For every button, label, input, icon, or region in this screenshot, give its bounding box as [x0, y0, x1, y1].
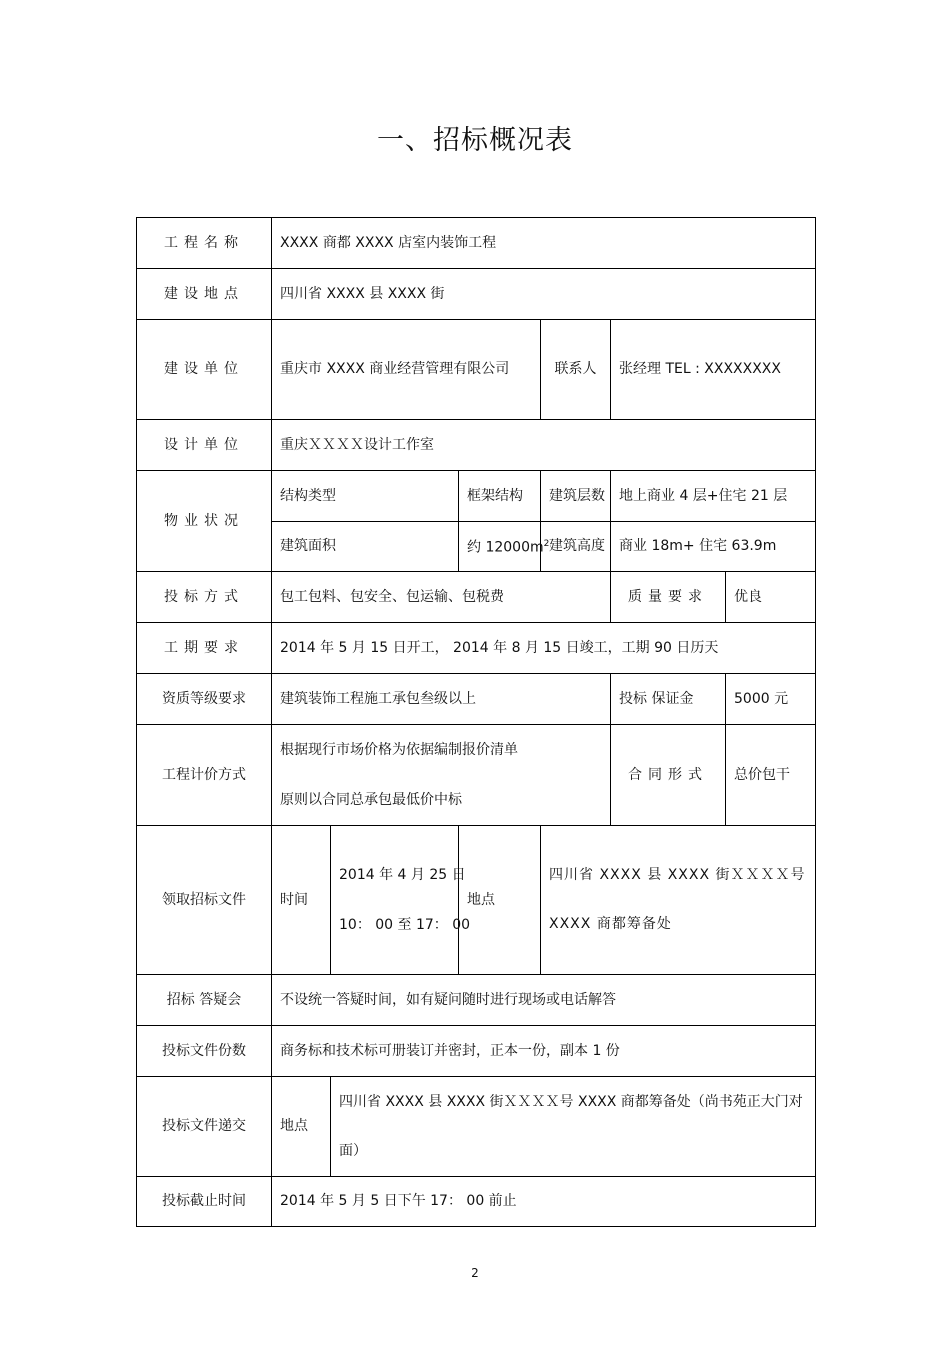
schedule-value: 2014 年 5 月 15 日开工， 2014 年 8 月 15 日竣工，工期 90 日历天	[272, 623, 816, 674]
qualification-value: 建筑装饰工程施工承包叁级以上	[272, 674, 611, 725]
area-value-cell	[459, 522, 550, 572]
docs-place-value: 四川省 XXXX 县 XXXX 街ＸＸＸＸ号 XXXX 商都筹备处	[541, 826, 816, 975]
designer-value: 重庆ＸＸＸＸ设计工作室	[272, 420, 816, 471]
submission-label: 投标文件递交	[137, 1077, 272, 1177]
docs-place-label: 地点	[459, 826, 541, 975]
owner-label: 建设单位	[137, 320, 272, 420]
docs-time-label: 时间	[272, 826, 331, 975]
docs-hours: 10： 00 至 17： 00	[339, 917, 471, 933]
docs-date: 2014 年 4 月 25 日	[339, 867, 466, 883]
row-deadline	[137, 1177, 816, 1227]
tender-overview-table	[136, 217, 816, 1227]
floors-value: 地上商业 4 层+住宅 21 层	[611, 471, 816, 522]
page-number: 2	[471, 1266, 479, 1280]
pricing-line-1: 根据现行市场价格为依据编制报价清单	[280, 742, 518, 758]
site-value: 四川省 XXXX 县 XXXX 街	[272, 269, 816, 320]
height-value: 商业 18m+ 住宅 63.9m	[611, 522, 816, 572]
qualification-label: 资质等级要求	[137, 674, 272, 725]
contact-value: 张经理 TEL : XXXXXXXX	[611, 320, 816, 420]
page-title: 一、招标概况表	[377, 125, 573, 156]
property-label: 物业状况	[137, 471, 272, 572]
floors-label: 建筑层数	[541, 471, 611, 522]
pricing-line-2: 原则以合同总承包最低价中标	[280, 792, 462, 808]
row-owner	[137, 320, 816, 420]
project-name-value: XXXX 商都 XXXX 店室内装饰工程	[272, 218, 816, 269]
pricing-label: 工程计价方式	[137, 725, 272, 826]
height-label: 建筑高度	[541, 522, 611, 572]
area-unit-superscript: 2	[543, 539, 550, 550]
structure-type-label: 结构类型	[272, 471, 459, 522]
row-pricing	[137, 725, 816, 826]
bid-method-value: 包工包料、包安全、包运输、包税费	[272, 572, 611, 623]
qa-value: 不设统一答疑时间，如有疑问随时进行现场或电话解答	[272, 975, 816, 1026]
row-qa	[137, 975, 816, 1026]
row-designer	[137, 420, 816, 471]
contact-label: 联系人	[541, 320, 611, 420]
area-value: 约 12000m	[467, 539, 544, 556]
docs-label: 领取招标文件	[137, 826, 272, 975]
pricing-value-cell	[272, 725, 611, 826]
copies-label: 投标文件份数	[137, 1026, 272, 1077]
row-project-name	[137, 218, 816, 269]
docs-time-cell	[331, 826, 471, 975]
deadline-label: 投标截止时间	[137, 1177, 272, 1227]
deposit-label: 投标 保证金	[611, 674, 726, 725]
project-name-label: 工程名称	[137, 218, 272, 269]
deadline-value: 2014 年 5 月 5 日下午 17： 00 前止	[272, 1177, 816, 1227]
row-site	[137, 269, 816, 320]
site-label: 建设地点	[137, 269, 272, 320]
quality-value: 优良	[726, 572, 816, 623]
contract-form-label: 合同形式	[611, 725, 726, 826]
schedule-label: 工期要求	[137, 623, 272, 674]
submission-place-value: 四川省 XXXX 县 XXXX 街ＸＸＸＸ号 XXXX 商都筹备处（尚书苑正大门对面）	[331, 1077, 816, 1177]
row-schedule	[137, 623, 816, 674]
row-property-1	[137, 471, 816, 522]
qa-label: 招标 答疑会	[137, 975, 272, 1026]
row-copies	[137, 1026, 816, 1077]
deposit-value: 5000 元	[726, 674, 816, 725]
area-label: 建筑面积	[272, 522, 459, 572]
contract-form-value: 总价包干	[726, 725, 816, 826]
structure-type-value: 框架结构	[459, 471, 541, 522]
quality-label: 质量要求	[611, 572, 726, 623]
bid-method-label: 投标方式	[137, 572, 272, 623]
designer-label: 设计单位	[137, 420, 272, 471]
owner-value: 重庆市 XXXX 商业经营管理有限公司	[272, 320, 541, 420]
row-bid-method	[137, 572, 816, 623]
row-docs	[137, 826, 816, 975]
row-submission	[137, 1077, 816, 1177]
submission-place-label: 地点	[272, 1077, 331, 1177]
row-qualification	[137, 674, 816, 725]
copies-value: 商务标和技术标可册装订并密封，正本一份，副本 1 份	[272, 1026, 816, 1077]
